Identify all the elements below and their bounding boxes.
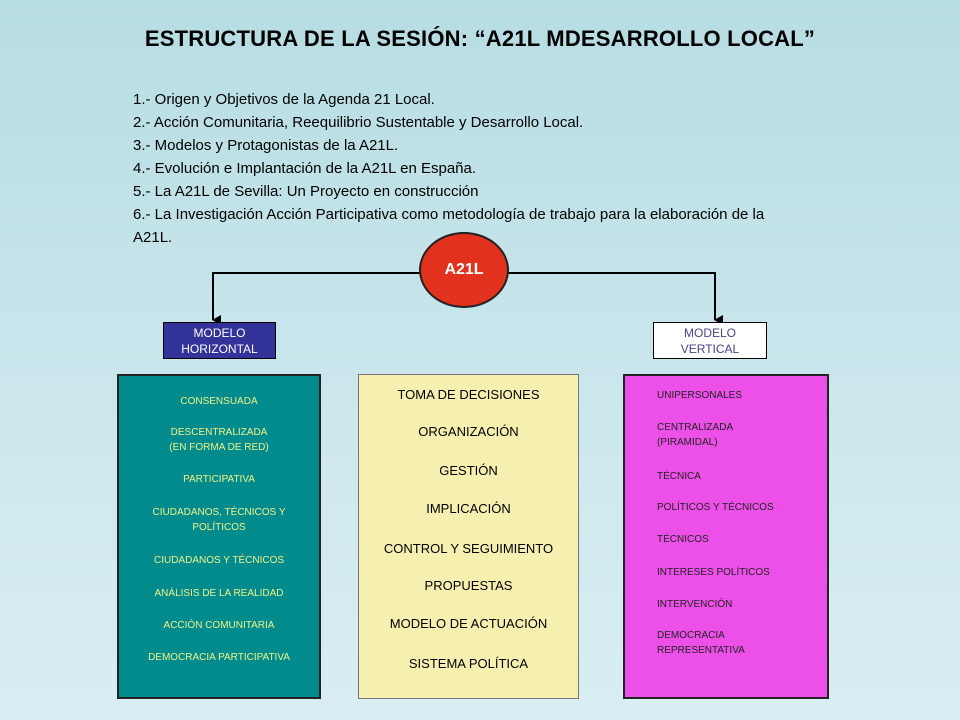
vertical-model-box	[623, 374, 829, 699]
page-title: ESTRUCTURA DE LA SESIÓN: “A21L MDESARROLLO LOCAL”	[144, 26, 816, 51]
horizontal-item: PARTICIPATIVA	[183, 474, 255, 485]
criteria-item: GESTIÓN	[439, 463, 498, 478]
connector-left	[213, 273, 420, 320]
horizontal-item: CIUDADANOS, TÉCNICOS Y POLÍTICOS	[152, 507, 286, 533]
criteria-item: IMPLICACIÓN	[426, 501, 511, 516]
agenda-item: 5.- La A21L de Sevilla: Un Proyecto en construcción	[133, 183, 479, 200]
model-horizontal-line: MODELO	[193, 325, 246, 340]
criteria-box	[358, 374, 579, 699]
horizontal-item: ANÁLISIS DE LA REALIDAD	[154, 588, 284, 599]
model-horizontal-label	[163, 322, 276, 359]
agenda-item: 1.- Origen y Objetivos de la Agenda 21 Local.	[133, 91, 435, 108]
vertical-item: CENTRALIZADA (PIRAMIDAL)	[657, 422, 734, 448]
horizontal-item: CONSENSUADA	[180, 396, 258, 407]
criteria-item: PROPUESTAS	[424, 578, 513, 593]
criteria-item: MODELO DE ACTUACIÓN	[389, 616, 548, 631]
vertical-item: INTERESES POLÍTICOS	[657, 567, 770, 578]
criteria-item: TOMA DE DECISIONES	[397, 387, 540, 402]
horizontal-item: DESCENTRALIZADA (EN FORMA DE RED)	[169, 427, 269, 453]
model-vertical-line: MODELO	[683, 325, 736, 340]
criteria-item: ORGANIZACIÓN	[418, 424, 519, 439]
connector-right	[508, 273, 715, 320]
vertical-item: POLÍTICOS Y TÉCNICOS	[657, 502, 774, 513]
vertical-item: TÉCNICA	[657, 471, 701, 482]
horizontal-item: CIUDADANOS Y TÉCNICOS	[153, 555, 285, 566]
model-vertical-label	[653, 322, 767, 359]
vertical-item: INTERVENCIÓN	[657, 599, 733, 610]
criteria-item: CONTROL Y SEGUIMIENTO	[383, 541, 554, 556]
model-vertical-line: VERTICAL	[680, 341, 740, 356]
criteria-item: SISTEMA POLÍTICA	[408, 656, 529, 671]
vertical-item: DEMOCRACIA REPRESENTATIVA	[657, 630, 745, 656]
agenda-item: 3.- Modelos y Protagonistas de la A21L.	[133, 137, 399, 154]
agenda-item: 6.- La Investigación Acción Participativa como metodología de trabajo para la elaboración de la A21L.	[133, 206, 765, 246]
agenda-item: 4.- Evolución e Implantación de la A21L en España.	[133, 160, 477, 177]
vertical-item: UNIPERSONALES	[657, 390, 743, 401]
a21l-node: A21L	[419, 232, 509, 308]
horizontal-model-box	[117, 374, 321, 699]
horizontal-item: DEMOCRACIA PARTICIPATIVA	[148, 652, 290, 663]
horizontal-item: ACCIÓN COMUNITARIA	[163, 620, 275, 631]
vertical-item: TÉCNICOS	[657, 534, 709, 545]
model-horizontal-line: HORIZONTAL	[181, 341, 258, 356]
agenda-item: 2.- Acción Comunitaria, Reequilibrio Sustentable y Desarrollo Local.	[133, 114, 584, 131]
